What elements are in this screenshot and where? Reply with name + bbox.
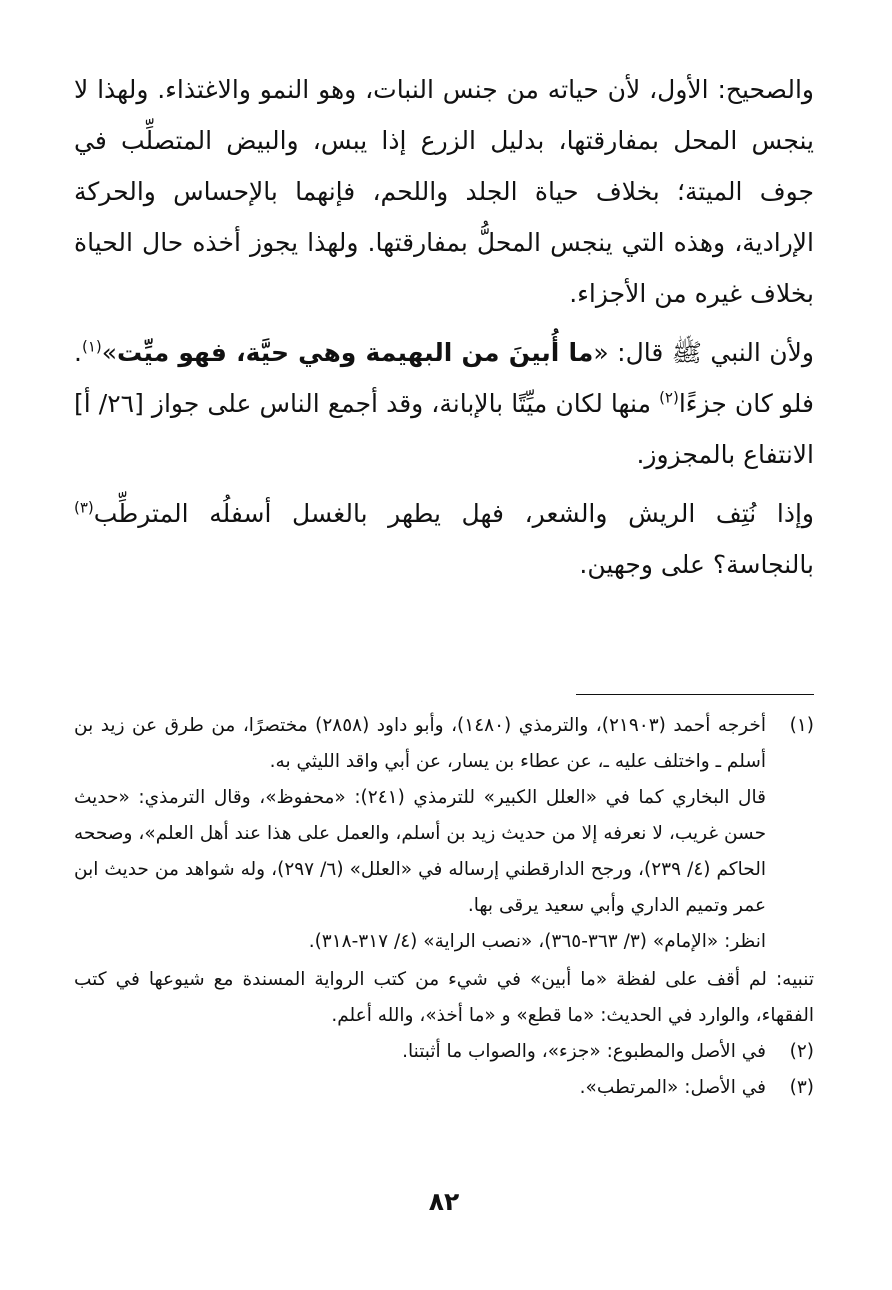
footnote-2 [74, 1034, 814, 1070]
footnote-note: تنبيه: لم أقف على لفظة «ما أبين» في شيء من كتب الرواية المسندة مع شيوعها في كتب الفقهاء، والوارد في الحديث: «ما قطع» و «ما أخذ»، والله أعلم. [74, 969, 814, 1026]
paragraph-1: والصحيح: الأول، لأن حياته من جنس النبات، وهو النمو والاغتذاء. ولهذا لا ينجس المحل بمفارقتها، بدليل الزرع إذا يبس، والبيض المتصلِّب في جوف الميتة؛ بخلاف حياة الجلد واللحم، فإنهما بالإحساس والحركة الإرادية، وهذه التي ينجس المحلُّ بمفارقتها. ولهذا يجوز أخذه حال الحياة بخلاف غيره من الأجزاء. [74, 75, 814, 308]
footnote-body [74, 708, 766, 960]
footnote-body: في الأصل: «المرتطب». [579, 1077, 766, 1098]
footnote-separator [576, 694, 814, 695]
paragraph-3-end: بالنجاسة؟ على وجهين. [579, 550, 814, 579]
footnote-ref-2: (٢) [659, 388, 679, 407]
paragraph-2-middle: . فلو كان جزءًا [74, 338, 814, 418]
paragraph-2 [74, 327, 814, 480]
page-number: ٨٢ [428, 1187, 460, 1216]
footnote-ref-3: (٣) [74, 498, 94, 517]
quote-close: » [101, 338, 118, 367]
footnotes [74, 708, 814, 1106]
footnote-3 [74, 1070, 814, 1106]
footnote-1 [74, 708, 814, 960]
book-page [74, 64, 814, 1290]
footnote-ref-1: (١) [81, 337, 102, 356]
main-text [74, 64, 814, 590]
footnote-number: (٢) [789, 1041, 814, 1062]
paragraph-2-intro: ولأن النبي ﷺ قال: « [593, 338, 814, 367]
footnote-line: أخرجه أحمد (٢١٩٠٣)، والترمذي (١٤٨٠)، وأبو داود (٢٨٥٨) مختصرًا، من طرق عن زيد بن أسلم ـ واختلف عليه ـ، عن عطاء بن يسار، عن أبي واقد الليثي به. [74, 715, 766, 772]
hadith-quote: ما أُبينَ من البهيمة وهي حيَّة، فهو ميِّت [117, 338, 594, 367]
paragraph-3 [74, 488, 814, 590]
paragraph-3-text: وإذا نُتِف الريش والشعر، فهل يطهر بالغسل أسفلُه المترطِّب [93, 499, 814, 528]
footnote-number: (١) [789, 715, 814, 736]
footnote-body: في الأصل والمطبوع: «جزء»، والصواب ما أثبتنا. [402, 1041, 766, 1062]
footnote-line: قال البخاري كما في «العلل الكبير» للترمذي (٢٤١): «محفوظ»، وقال الترمذي: «حديث حسن غريب، لا نعرفه إلا من حديث زيد بن أسلم، والعمل على هذا عند أهل العلم»، وصححه الحاكم (٤/ ٢٣٩)، ورجح الدارقطني إرساله في «العلل» (٦/ ٢٩٧)، وله شواهد من حديث ابن عمر وتميم الداري وأبي سعيد يرقى بها. [74, 787, 766, 916]
footnote-line: انظر: «الإمام» (٣/ ٣٦٣-٣٦٥)، «نصب الراية» (٤/ ٣١٧-٣١٨). [308, 931, 766, 952]
paragraph-2-end: منها لكان ميِّتًا بالإبانة، وقد أجمع الناس على جواز [٢٦/ أ] الانتفاع بالمجزوز. [74, 389, 814, 469]
footnote-number: (٣) [789, 1077, 814, 1098]
